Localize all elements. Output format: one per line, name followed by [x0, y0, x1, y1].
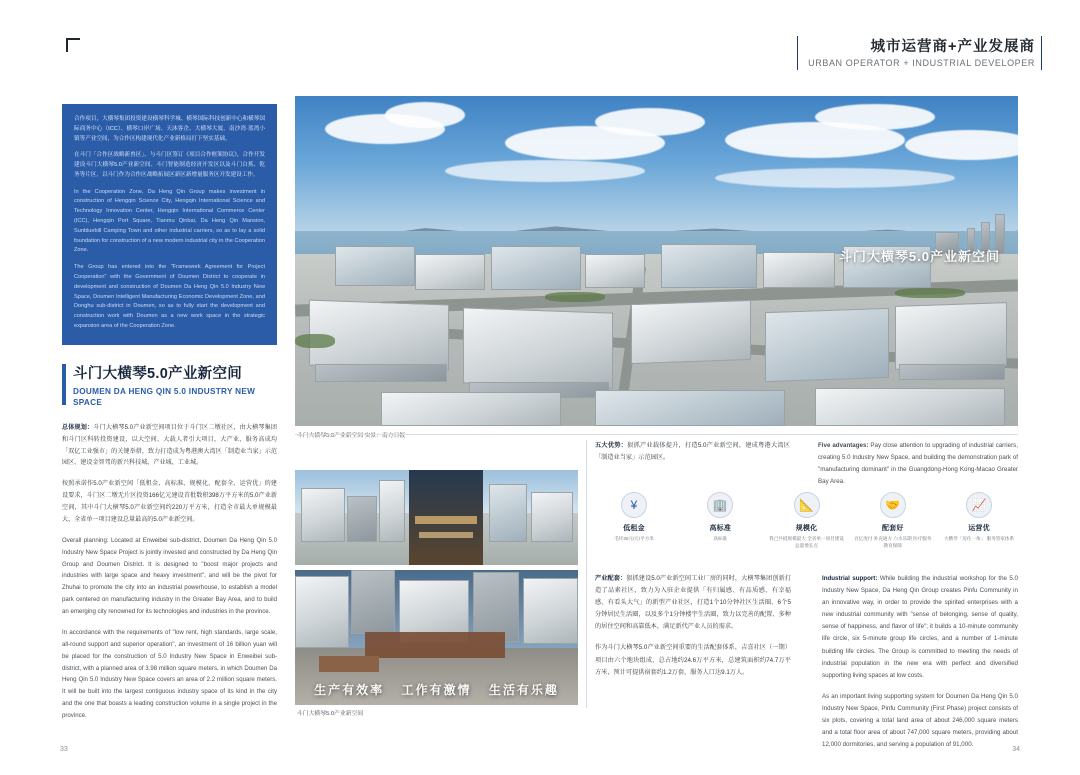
photo-a-night-panel	[409, 470, 483, 565]
page-number-right: 34	[1012, 746, 1020, 753]
pergola-shape	[365, 632, 505, 658]
operation-icon: 📈	[966, 492, 992, 518]
advantage-label-5: 运营优	[968, 525, 990, 532]
advantages-intro	[595, 440, 1018, 488]
industrial-cn-body: 狠抓建设5.0产业新空间工业厂房的同时，大横琴集团创新打造了品素社区，致力为入驻企业提供「有归属感、有品质感、有幸福感、有看头大气」的新型产业社区，打造1个10分钟社区生活圈、6个5分钟居民生活圈，以及多个1分钟楼宇生活圈，致力以完善的配置、多种的居住空间和高靠低本，满足新代产业人员的需求。	[595, 575, 791, 631]
building-shape	[315, 364, 447, 382]
building-shape	[463, 307, 613, 388]
building-shape	[815, 388, 1005, 426]
coin-icon: ¥	[621, 492, 647, 518]
building-standard-icon: 🏢	[707, 492, 733, 518]
building-shape	[295, 576, 349, 648]
body-en1: Overall planning: Located at Enweibei sub-district, Doumen Da Heng Qin 5.0 Industry New Space Project is jointly invested and constructed by Da Heng Qin Group and Doumen District. It is designed to "boost major projects and industries with large space and heavy investment", and will be the pivot for Zhuhai to promote the city into an industrial powerhouse, to establish a model park centered on manufacturing industry in the Greater Bay Area, and to build an emerging city renowned for its technologies and industries in the province.	[62, 536, 277, 615]
intro-en-p1: In the Cooperation Zone, Da Heng Qin Group makes investment in construction of Hengqin Science City, Hengqin International Science and Technology Innovation Center, Hengqin International Commerce Center (ICC), Hengqin Port Square, Tianmu Qinbai, Da Heng Qin Mansion, Sunbluebill Camping Town and other industrial carriers, so as to lay a solid foundation for construction of a new modern industrial city in the Cooperation Zone.	[74, 188, 265, 254]
body-p1-label: 总体规划：	[62, 423, 94, 431]
section-title-en: DOUMEN DA HENG QIN 5.0 INDUSTRY NEW SPACE	[73, 386, 256, 407]
cloud-shape	[815, 104, 935, 130]
advantages-cn	[595, 440, 790, 464]
hero-caption: 斗门大横琴5.0产业新空间 实景：南方日报	[297, 433, 406, 439]
header-title-cn: 城市运营商+产业发展商	[870, 39, 1035, 55]
section-title	[62, 362, 277, 408]
slogan-part-3: 生活有乐趣	[488, 683, 559, 697]
cloud-shape	[385, 102, 465, 128]
industrial-cn-p1	[595, 573, 791, 633]
greenery-shape	[295, 334, 335, 348]
building-shape	[335, 246, 415, 286]
building-shape	[381, 392, 561, 426]
advantage-label-2: 高标准	[709, 525, 732, 532]
body-p1-text: 斗门大横琴5.0产业新空间项目位于斗门区二墩社区，由大横琴集团和斗门区科转投资建设，以大空间、大载人者引大项目、大产业，服务高成均「双亿工业强市」的关键举措，致力打造成为粤港澳大湾区「制造业当家」示范园区、建设金智驾的新兴科技城、产业城、工业城。	[62, 423, 277, 467]
building-shape	[531, 492, 573, 542]
industrial-en-label: Industrial support:	[822, 575, 878, 582]
advantage-item-4	[854, 492, 932, 550]
divider-vertical	[586, 440, 587, 708]
building-shape	[895, 302, 1007, 370]
light-strip	[415, 516, 477, 524]
building-shape	[351, 570, 395, 634]
industrial-en-p2: As an important living supporting system for Doumen Da Heng Qin 5.0 Industry New Space, Pinfu Community (First Phase) project consists of six plots, covering a total land area of about 246,000 square meters and a total floor area of about 747,000 square meters, providing about 12,000 dormitories, and serving a population of 91,000.	[822, 692, 1018, 749]
advantage-item-5	[940, 492, 1018, 543]
body-p2: 按照承诺作5.0产业新空间「低租金、高标准、规模化、配套全、运营优」的建设要求，斗门区二墩无片区投资166亿元建设首批数积398万平方米的5.0产业新空间，其中斗门大横琴5.0产业新空间约220万平方米，打造全市最大单规模最大、全省单一项目建设总量最高的5.0产业新空间。	[62, 480, 277, 523]
advantage-sub-5: 大横琴「房住一体」 服务管家体系	[943, 536, 1015, 541]
industrial-support-en	[822, 573, 1018, 760]
industrial-en-body: While building the industrial workshop for the 5.0 Industry New Space, Da Heng Qin Group creates Pinfu Community in an innovative way, in order to provide the spirited enterprises with a new industrial community with "sense of belonging, sense of quality, sense of happiness, and flavor of life"; it builds a 10-minute community life circle, six 5-minute group life circles, and a number of 1-minute building life circles. The Group is committed to meeting the needs of industrial population in the new era with perfect and diversified supporting living spaces at low costs.	[822, 575, 1019, 679]
divider-horizontal	[295, 434, 1018, 435]
intro-cn-p2: 在斗门「合作区战略新兽区」、与斗门区签订《项目合作框架协议》，合作开发建设斗门大横琴5.0产业新空间、斗门智能制造经济开发区以及斗门白蕉、乾务等片区，以斗门作为合作区战略拓展区新区新增量服务区开发建设工作。	[74, 152, 265, 178]
advantages-cn-text: 狠抓产业载体提升，打造5.0产业新空间，建成粤港大湾区「制造业当家」示范园区。	[595, 442, 790, 462]
intro-cn-p1: 合作项目，大横琴集团投资建设横琴科学城、横琴国际科技创新中心和横琴国际商务中心（ICC）、横琴口岸广场、天沐客企、大横琴大厦、南沙湾·蓝湾小镇等产业空间，为合作区构建现代化产业新格局打下坚实基础。	[74, 116, 265, 142]
light-strip	[419, 532, 473, 538]
photo-slogan	[295, 681, 578, 698]
advantage-item-1	[595, 492, 673, 543]
body-en2: In accordance with the requirements of "low rent, high standards, large scale, all-round support and superior operation", an investment of 16 billion yuan will be placed for the construction of 5.0 Industry New Space in Enweibei sub-district, with a planned area of 3.98 million square meters, in which Doumen Da Heng Qin 5.0 Industry New Space covers an area of 2.2 million square meters. It will be built into the largest contiguous industry space of its kind in the city and the one that boasts a leading construction volume in a single project in the province.	[62, 628, 277, 719]
advantage-sub-4: 百亿度付 补充通方 六水乐期 医疗服务 教育保障	[854, 536, 932, 548]
left-body-text	[62, 422, 277, 722]
industrial-cn-label: 产业配套：	[595, 575, 627, 582]
left-column	[62, 104, 277, 731]
advantage-label-3: 规模化	[795, 525, 818, 532]
greenery-shape	[545, 292, 605, 302]
advantage-label-1: 低租金	[623, 525, 645, 532]
advantage-sub-3: 我已共抵规模最大 全省单一项目建设 总量增长点	[769, 536, 844, 548]
building-shape	[763, 252, 835, 288]
building-shape	[631, 300, 751, 364]
building-shape	[301, 488, 345, 542]
building-shape	[347, 496, 377, 542]
photo-community-daylight	[295, 470, 578, 565]
industrial-en-p1	[822, 573, 1018, 682]
advantages-en-text: Pay close attention to upgrading of industrial carriers, creating 5.0 Industry New Space, and building the demonstration park of "manufacturing dominant" in the Guangdong-Hong Kong-Macao Greater Bay Area.	[818, 442, 1018, 486]
building-shape	[899, 364, 1005, 380]
scale-icon: 📐	[794, 492, 820, 518]
advantage-item-3	[768, 492, 846, 550]
advantage-sub-2: 高标准	[713, 536, 728, 541]
building-shape	[491, 246, 581, 290]
building-shape	[379, 480, 405, 542]
body-p1	[62, 422, 277, 470]
advantage-label-4: 配套好	[881, 525, 904, 532]
industrial-support-cn	[595, 573, 791, 688]
section-title-cn: 斗门大横琴5.0产业新空间	[73, 365, 243, 382]
advantages-cn-label: 五大优势：	[595, 442, 628, 449]
slogan-part-2: 工作有激情	[401, 683, 472, 697]
building-shape	[523, 578, 578, 644]
building-shape	[765, 308, 889, 382]
slogan-part-1: 生产有效率	[314, 683, 385, 697]
building-shape	[661, 244, 757, 288]
building-shape	[489, 484, 527, 542]
photo-caption-text: 斗门大横琴5.0产业新空间	[297, 711, 364, 717]
page-header	[797, 36, 1042, 70]
advantages-en-label: Five advantages:	[818, 442, 869, 449]
deck-shape	[319, 656, 379, 672]
building-shape	[595, 390, 785, 426]
industrial-cn-p2: 作为斗门大横琴5.0产业新空间重要的生活配套体系，吉喜社区（一期）项目由六个地块组成，总占地约24.6万平方米，总建筑面积约74.7万平方米，预计可提供宿套约1.2万套，服务人口达9.1万人。	[595, 644, 791, 676]
cloud-shape	[445, 160, 645, 182]
photo-caption	[297, 708, 363, 717]
building-shape	[415, 254, 485, 290]
hero-overlay-text: 斗门大横琴5.0产业新空间	[838, 249, 1000, 264]
intro-en-p2: The Group has entered into the "Framework Agreement for Project Cooperation" with the Government of Doumen District to cooperate in development and construction of Doumen Da Heng Qin 5.0 Industry New Space, Doumen Intelligent Manufacturing Economic Development Zone, and Donghu sub-district in Doumen, so as to fully start the development and construction work with Doumen as a new work space in the strategic expansion area of the Cooperation Zone.	[74, 264, 265, 329]
advantage-item-2	[681, 492, 759, 543]
advantages-icon-row	[595, 492, 1018, 556]
building-shape	[585, 254, 645, 288]
advantage-sub-1: 毛坯30元/元/平方米	[614, 536, 654, 541]
support-icon: 🤝	[880, 492, 906, 518]
header-title-en: URBAN OPERATOR + INDUSTRIAL DEVELOPER	[808, 58, 1035, 69]
hero-aerial-photo	[295, 96, 1018, 426]
cloud-shape	[715, 168, 955, 188]
advantages-en	[818, 440, 1018, 488]
corner-mark-icon	[66, 38, 80, 52]
page-number-left: 33	[60, 746, 68, 753]
photo-rooftop-community	[295, 570, 578, 705]
cloud-shape	[595, 108, 705, 136]
intro-blue-block	[62, 104, 277, 345]
greenery-shape	[895, 288, 965, 298]
